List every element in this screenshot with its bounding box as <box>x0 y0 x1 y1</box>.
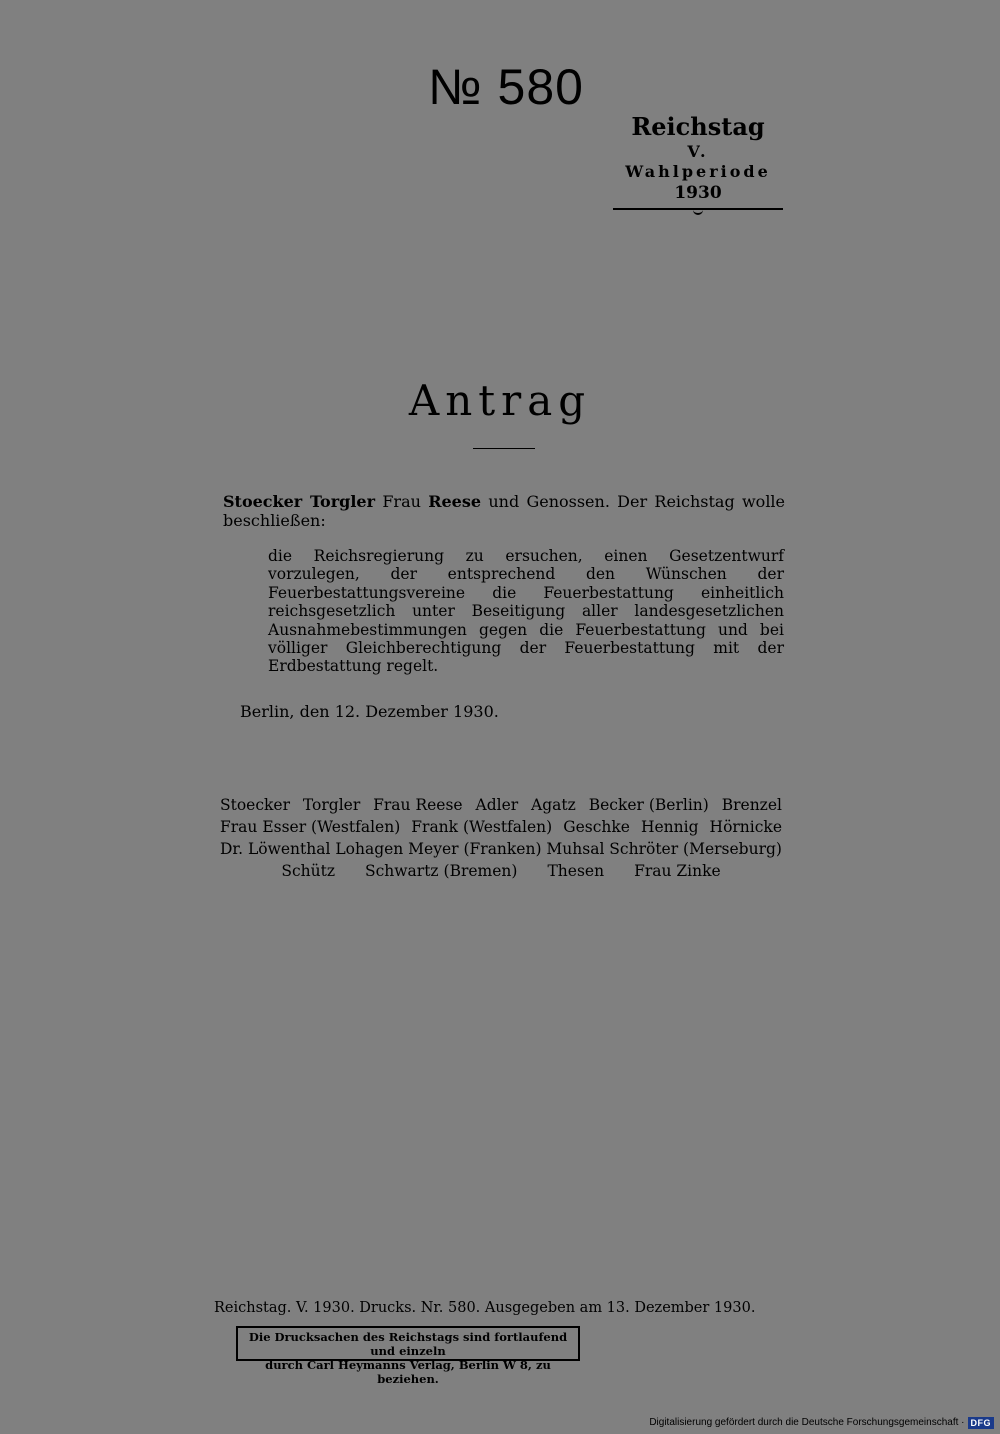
signature: Agatz <box>531 796 576 814</box>
date-line: Berlin, den 12. Dezember 1930. <box>240 702 499 721</box>
footer-notice-line2: durch Carl Heymanns Verlag, Berlin W 8, zu beziehen. <box>265 1358 551 1386</box>
intro-frau: Frau <box>382 492 421 511</box>
header-wahlperiode: V. Wahlperiode <box>625 142 771 181</box>
signature: Lohagen <box>335 840 404 858</box>
intro-rest: und Genossen. Der Reichstag wolle beschließen: <box>223 492 786 530</box>
signature: Schwartz (Bremen) <box>365 862 518 880</box>
signature: Frau Esser (Westfalen) <box>220 818 401 836</box>
header-rule <box>613 208 783 210</box>
digitization-credit <box>649 1416 994 1430</box>
footer-print-info: Reichstag. V. 1930. Drucks. Nr. 580. Ausgegeben am 13. Dezember 1930. <box>214 1300 756 1316</box>
signature: Schröter (Merseburg) <box>609 840 782 858</box>
signature: Frau Zinke <box>634 862 721 880</box>
signature: Meyer (Franken) <box>408 840 542 858</box>
intro-paragraph <box>223 492 785 530</box>
signature-row <box>220 838 782 860</box>
footer-notice-box <box>236 1326 580 1386</box>
signature-row <box>220 794 782 816</box>
signature: Dr. Löwenthal <box>220 840 331 858</box>
title-rule <box>473 448 535 449</box>
signature: Adler <box>475 796 519 814</box>
signature: Thesen <box>547 862 605 880</box>
dfg-logo: DFG <box>968 1417 995 1429</box>
signature-row <box>220 816 782 838</box>
footer-notice-line1: Die Drucksachen des Reichstags sind fortlaufend und einzeln <box>248 1330 568 1358</box>
signature: Frank (Westfalen) <box>411 818 553 836</box>
signature: Frau Reese <box>373 796 463 814</box>
signature: Schütz <box>281 862 335 880</box>
signature: Geschke <box>563 818 630 836</box>
document-number: № 580 <box>428 59 584 115</box>
digitization-text: Digitalisierung gefördert durch die Deutsche Forschungsgemeinschaft · <box>649 1417 965 1428</box>
motion-text: die Reichsregierung zu ersuchen, einen Gesetzentwurf vorzulegen, der entsprechend den Wünschen der Feuerbestattungsvereine die Feuerbestattung einheitlich reichsgesetzlich unter Beseitigung aller landesgesetzlichen Ausnahmebestimmungen gegen die Feuerbestattung und bei völliger Gleichberechtigung der Feuerbestattung mit der Erdbestattung regelt. <box>268 547 784 676</box>
signature: Hörnicke <box>709 818 782 836</box>
document-title: Antrag <box>408 376 592 425</box>
intro-reese: Reese <box>428 492 482 511</box>
header-reichstag: Reichstag <box>631 112 765 141</box>
header-year: 1930 <box>674 183 722 203</box>
intro-names: Stoecker Torgler <box>223 492 376 511</box>
signatures-block <box>220 794 782 882</box>
header-block <box>612 112 784 210</box>
signature: Becker (Berlin) <box>588 796 709 814</box>
signature: Torgler <box>302 796 361 814</box>
signature: Hennig <box>640 818 699 836</box>
signature: Muhsal <box>546 840 605 858</box>
signature: Stoecker <box>220 796 291 814</box>
signature: Brenzel <box>721 796 782 814</box>
signature-row <box>220 860 782 882</box>
